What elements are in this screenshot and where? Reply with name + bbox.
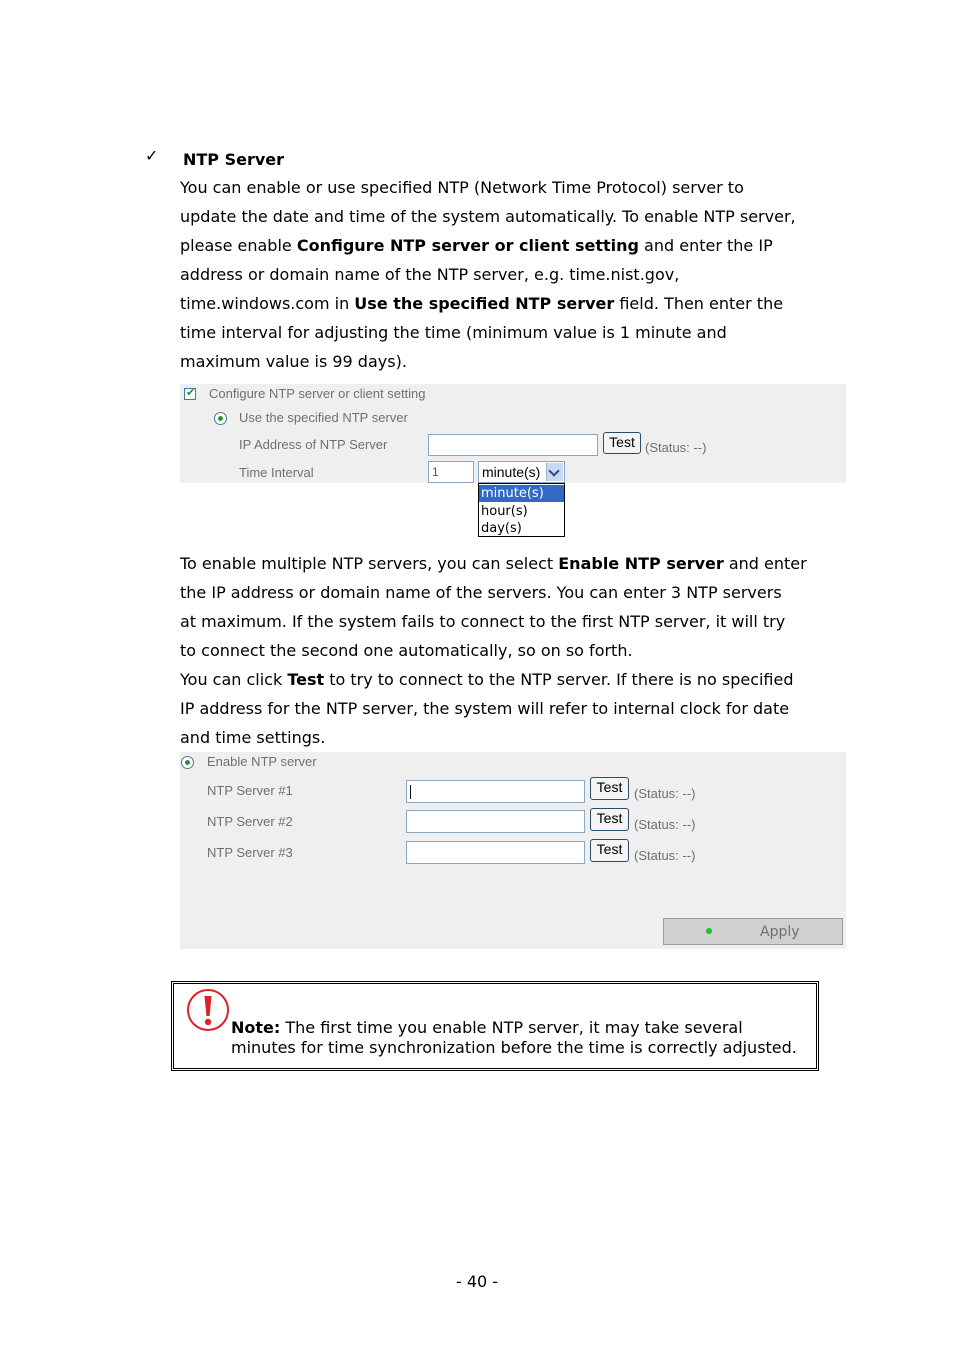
ntp-ip-input[interactable] xyxy=(428,434,598,456)
ip-address-label: IP Address of NTP Server xyxy=(239,437,388,452)
intro-paragraph xyxy=(180,173,830,376)
checkmark-icon: ✓ xyxy=(145,146,159,165)
paragraph-line: You can enable or use specified NTP (Network Time Protocol) server to xyxy=(180,178,744,197)
ntp-config-panel xyxy=(180,384,846,483)
select-value: minute(s) xyxy=(482,464,541,480)
ntp-server-1-test-button[interactable]: Test xyxy=(590,777,629,800)
bold-term: Test xyxy=(287,670,325,689)
page-number: - 40 - xyxy=(455,1272,499,1291)
bold-term: Use the specified NTP server xyxy=(354,294,615,313)
ntp-server-2-label: NTP Server #2 xyxy=(207,814,293,829)
paragraph-line: address or domain name of the NTP server, e.g. time.nist.gov, xyxy=(180,265,680,284)
paragraph-line: and time settings. xyxy=(180,728,326,747)
ntp-server-2-test-button[interactable]: Test xyxy=(590,808,629,831)
apply-button[interactable] xyxy=(663,918,843,945)
ntp-server-2-status: (Status: --) xyxy=(634,817,696,832)
use-specified-label: Use the specified NTP server xyxy=(239,410,408,425)
ntp-server-1-input[interactable] xyxy=(406,780,585,803)
dropdown-option[interactable]: day(s) xyxy=(481,521,522,536)
dropdown-option[interactable]: hour(s) xyxy=(481,504,528,519)
dropdown-option[interactable]: minute(s) xyxy=(479,485,564,502)
paragraph-line: You can click Test to try to connect to the NTP server. If there is no specified xyxy=(180,670,794,689)
interval-unit-dropdown xyxy=(478,483,565,537)
paragraph-line: time interval for adjusting the time (minimum value is 1 minute and xyxy=(180,323,727,342)
use-specified-radio[interactable] xyxy=(214,412,227,425)
note-prefix: Note: xyxy=(231,1018,281,1037)
time-interval-input[interactable]: 1 xyxy=(428,461,474,483)
apply-label: Apply xyxy=(760,924,800,940)
time-interval-label: Time Interval xyxy=(239,465,314,480)
warning-icon xyxy=(186,988,230,1032)
paragraph-line: to connect the second one automatically, so on so forth. xyxy=(180,641,633,660)
status-text: (Status: --) xyxy=(645,440,707,455)
bold-term: Enable NTP server xyxy=(558,554,724,573)
ntp-server-1-status: (Status: --) xyxy=(634,786,696,801)
paragraph-line: at maximum. If the system fails to connect to the first NTP server, it will try xyxy=(180,612,786,631)
note-text: Note: The first time you enable NTP server, it may take several minutes for time synchronization before the time is correctly adjusted. xyxy=(231,1018,797,1057)
ntp-server-3-input[interactable] xyxy=(406,841,585,864)
paragraph-line: update the date and time of the system automatically. To enable NTP server, xyxy=(180,207,796,226)
configure-ntp-label: Configure NTP server or client setting xyxy=(209,386,426,401)
ntp-server-3-label: NTP Server #3 xyxy=(207,845,293,860)
note-box xyxy=(171,981,819,1071)
enable-ntp-radio[interactable] xyxy=(181,756,194,769)
ntp-server-1-label: NTP Server #1 xyxy=(207,783,293,798)
enable-ntp-label: Enable NTP server xyxy=(207,754,317,769)
paragraph-line: the IP address or domain name of the servers. You can enter 3 NTP servers xyxy=(180,583,782,602)
ntp-server-3-test-button[interactable]: Test xyxy=(590,839,629,862)
test-button[interactable]: Test xyxy=(603,432,641,454)
configure-ntp-checkbox[interactable] xyxy=(184,388,196,400)
paragraph-line: IP address for the NTP server, the system will refer to internal clock for date xyxy=(180,699,790,718)
ntp-server-2-input[interactable] xyxy=(406,810,585,833)
paragraph-line: To enable multiple NTP servers, you can select Enable NTP server and enter xyxy=(180,554,807,573)
paragraph-line: please enable Configure NTP server or client setting and enter the IP xyxy=(180,236,773,255)
paragraph-line: maximum value is 99 days). xyxy=(180,352,407,371)
multi-server-paragraph xyxy=(180,549,830,752)
paragraph-line: time.windows.com in Use the specified NTP server field. Then enter the xyxy=(180,294,784,313)
ntp-server-3-status: (Status: --) xyxy=(634,848,696,863)
section-title: NTP Server xyxy=(183,150,285,169)
chevron-down-icon[interactable] xyxy=(546,463,563,481)
text-cursor xyxy=(410,785,411,799)
status-dot-icon xyxy=(706,928,712,934)
bold-term: Configure NTP server or client setting xyxy=(296,236,639,255)
interval-unit-select[interactable] xyxy=(478,461,565,483)
